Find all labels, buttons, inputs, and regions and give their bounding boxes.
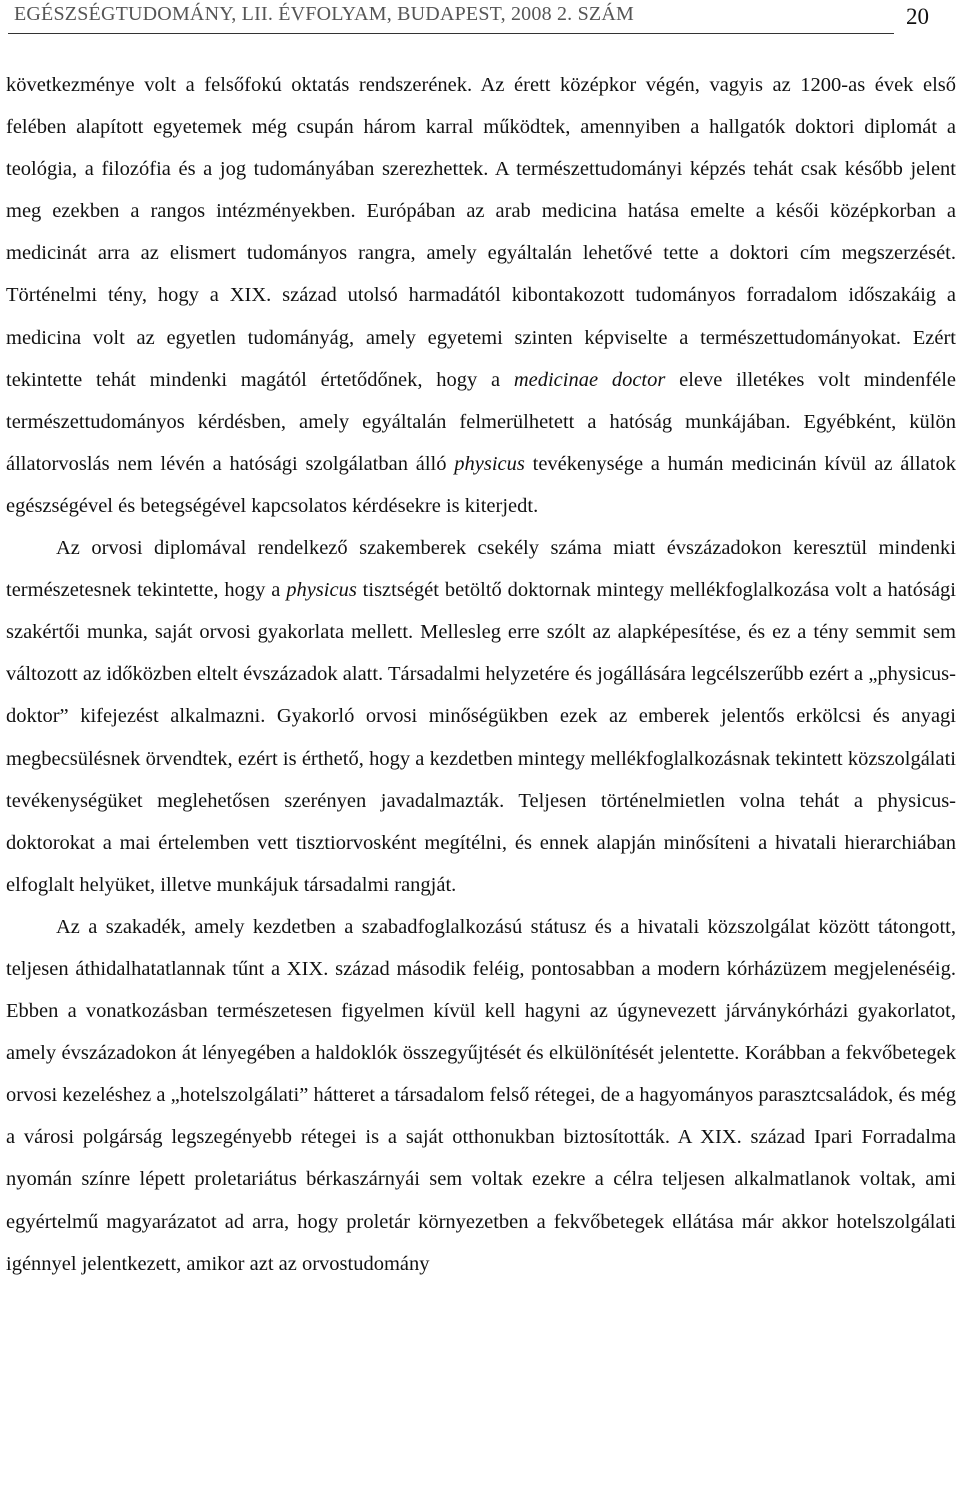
article-body bbox=[6, 64, 956, 1285]
paragraph-2-text-b: tisztségét betöltő doktornak mintegy mellékfoglalkozása volt a hatósági szakértői munka, saját orvosi gyakorlata mellett. Mellesleg erre szólt az alapképesítése, és ez a tény semmit sem változott az időközben eltelt évszázadok alatt. Társadalmi helyzetére és jogállására legcélszerűbb ezért a „physicus-doktor” kifejezést alkalmazni. Gyakorló orvosi minőségükben ezek az emberek jelentős erkölcsi és anyagi megbecsülésnek örvendtek, ezért is érthető, hogy a kezdetben mintegy mellékfoglalkozásnak tekintett közszolgálati tevékenységüket meglehetősen szerényen javadalmazták. Teljesen történelmietlen volna tehát a physicus-doktorokat a mai értelemben vett tisztiorvosként megítélni, és ennek alapján minősíteni a hivatali hierarchiában elfoglalt helyüket, illetve munkájuk társadalmi rangját. bbox=[6, 579, 956, 896]
paragraph-1 bbox=[6, 64, 956, 527]
paragraph-1-text-a: következménye volt a felsőfokú oktatás rendszerének. Az érett középkor végén, vagyis az 1200-as évek első felében alapított egyetemek még csupán három karral működtek, amennyiben a hallgatók doktori diplomát a teológia, a filozófia és a jog tudományában szerezhettek. A természettudományi képzés tehát csak később jelent meg ezekben a rangos intézményekben. Európában az arab medicina hatása emelte a késői középkorban a medicinát arra az elismert tudományos rangra, amely egyáltalán lehetővé tette a doktori cím megszerzését. Történelmi tény, hogy a XIX. század utolsó harmadától kibontakozott tudományos forradalom időszakáig a medicina volt az egyetlen tudományág, amely egyetemi szinten képviselte a természettudományokat. Ezért tekintette tehát mindenki magától értetődőnek, hogy a bbox=[6, 74, 956, 391]
running-header bbox=[0, 0, 960, 44]
paragraph-3-text: Az a szakadék, amely kezdetben a szabadfoglalkozású státusz és a hivatali közszolgálat között tátongott, teljesen áthidalhatatlannak tűnt a XIX. század második feléig, pontosabban a modern kórházüzem megjelenéséig. Ebben a vonatkozásban természetesen figyelmen kívül kell hagyni az úgynevezett járványkórházi gyakorlatot, amely évszázadokon át lényegében a haldoklók összegyűjtését és elkülönítését jelentette. Korábban a fekvőbetegek orvosi kezeléshez a „hotelszolgálati” hátteret a társadalom felső rétegei, de a hagyományos parasztcsaládok, és még a városi polgárság legszegényebb rétegei is a saját otthonukban biztosították. A XIX. század Ipari Forradalma nyomán színre lépett proletariátus bérkaszárnyái sem voltak ezekre a célra teljesen alkalmatlanok voltak, ami egyértelmű magyarázatot ad arra, hogy proletár környezetben a fekvőbetegek ellátása már akkor hotelszolgálati igénnyel jelentkezett, amikor azt az orvostudomány bbox=[6, 915, 956, 1275]
paragraph-1-italic-medicinae-doctor: medicinae doctor bbox=[513, 368, 666, 391]
paragraph-2-text-a: Az orvosi diplomával rendelkező szakemberek csekély száma miatt évszázadokon keresztül mindenki természetesnek tekintette, hogy a bbox=[6, 537, 956, 602]
paragraph-1-text-b: eleve illetékes volt mindenféle természettudományos kérdésben, amely egyáltalán felmerülhetett a hatóság munkájában. Egyébként, külön állatorvoslás nem lévén a hatósági szolgálatban álló bbox=[6, 368, 956, 475]
header-rule bbox=[8, 33, 894, 34]
paragraph-3 bbox=[6, 906, 956, 1285]
journal-header-title: EGÉSZSÉGTUDOMÁNY, LII. ÉVFOLYAM, BUDAPEST, 2008 2. SZÁM bbox=[14, 3, 634, 25]
paragraph-1-italic-physicus: physicus bbox=[454, 452, 525, 475]
paragraph-2 bbox=[6, 527, 956, 906]
page-number: 20 bbox=[906, 4, 929, 29]
paragraph-1-text-c: tevékenysége a humán medicinán kívül az állatok egészségével és betegségével kapcsolatos kérdésekre is kiterjedt. bbox=[6, 452, 956, 517]
paragraph-2-italic-physicus: physicus bbox=[286, 579, 357, 602]
